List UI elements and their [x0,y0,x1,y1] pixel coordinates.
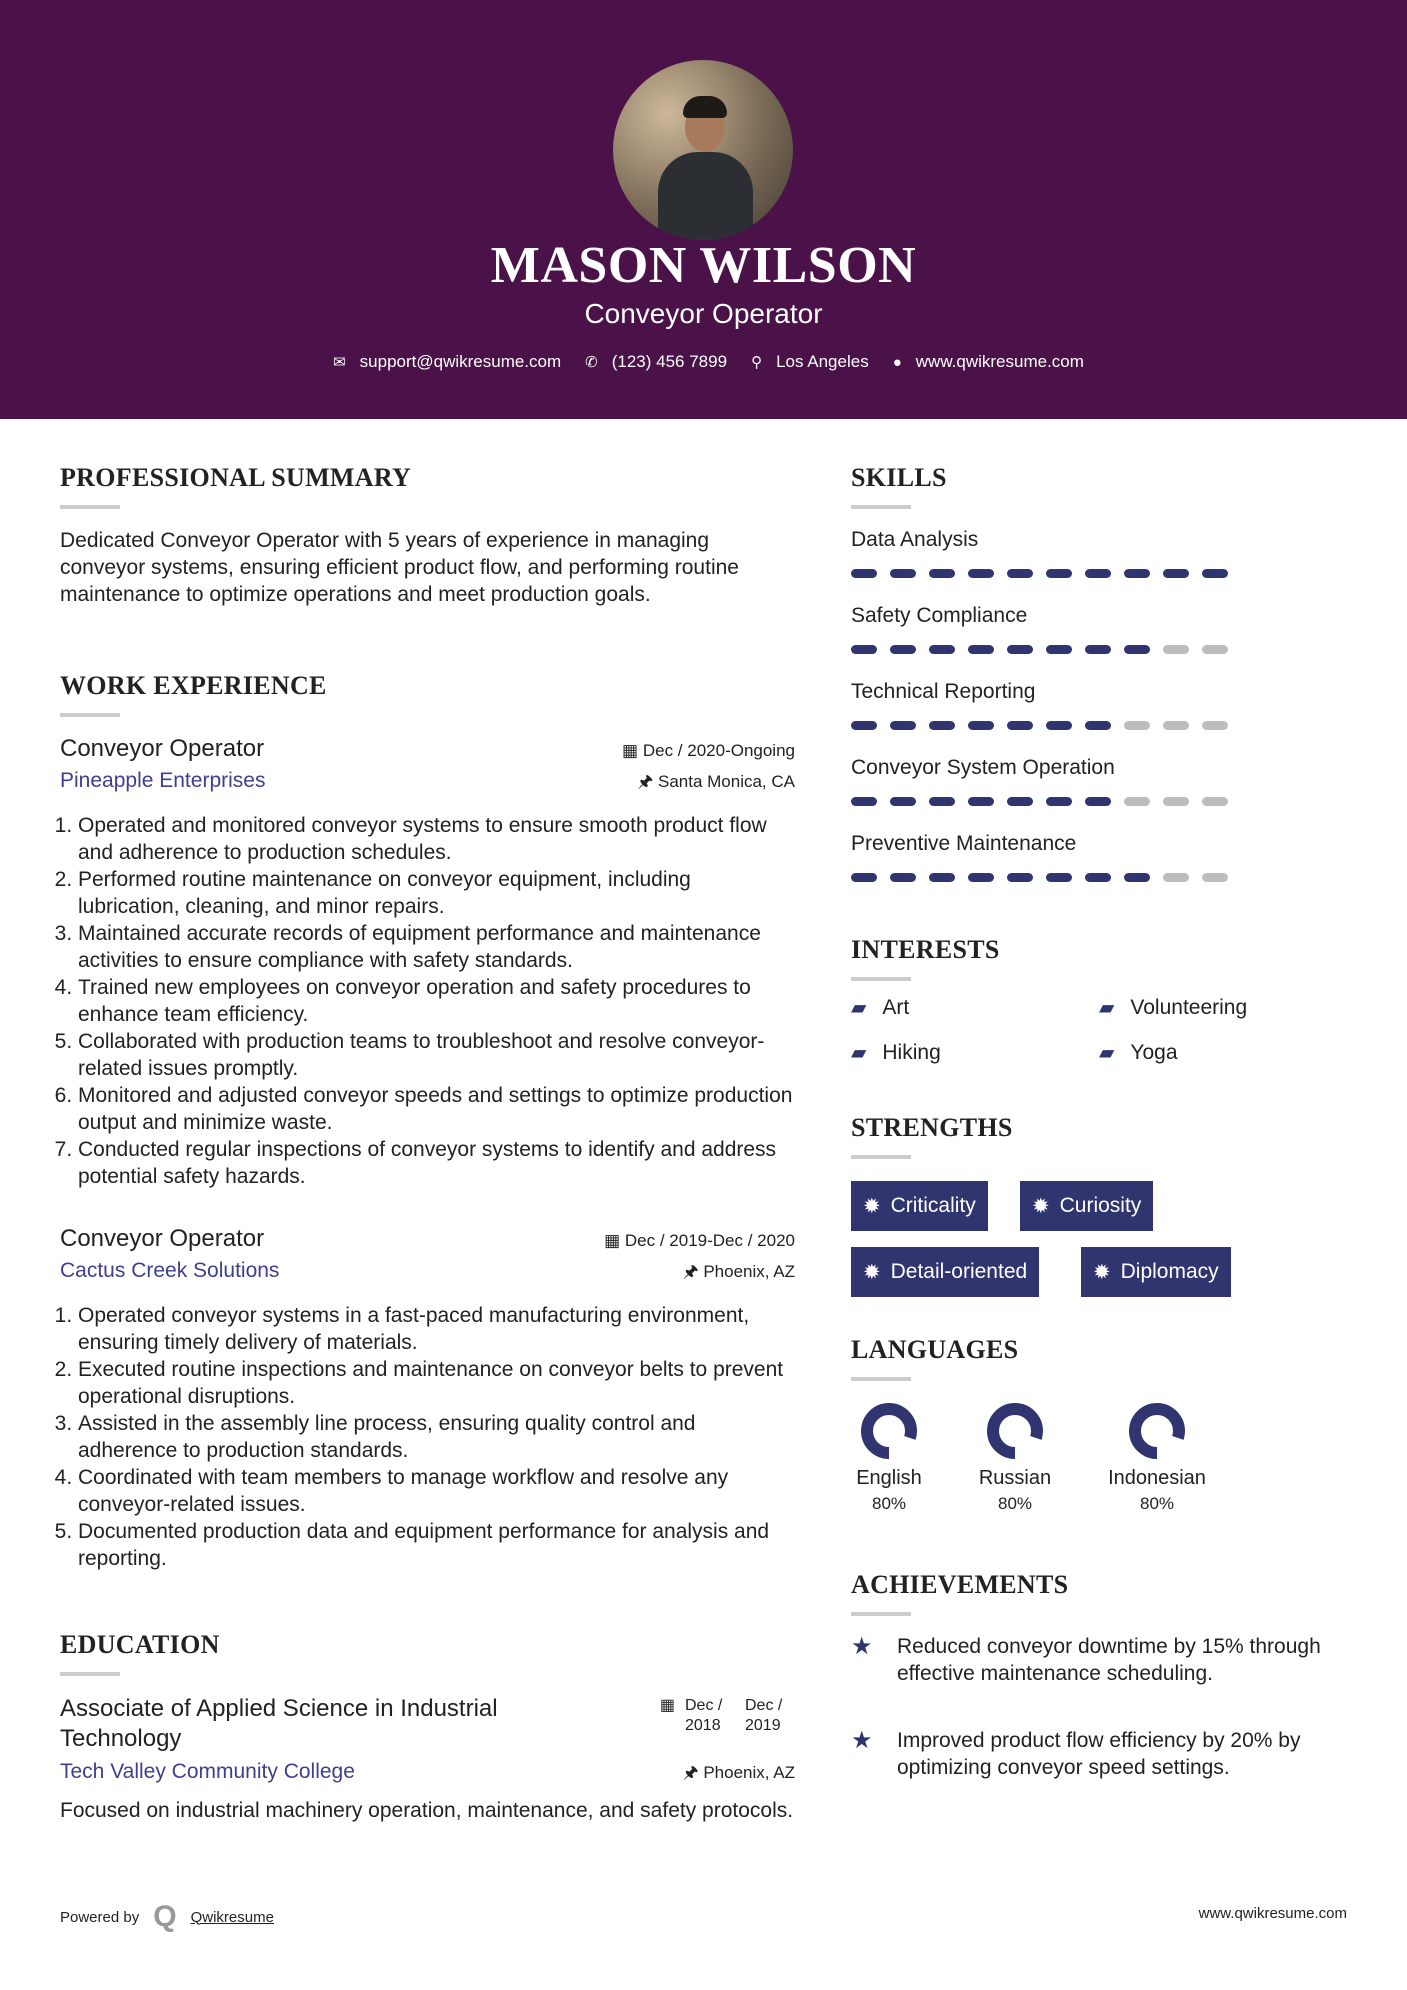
rating-dash [968,569,994,578]
job-bullets [60,1302,795,1572]
interest-item [1099,1040,1178,1065]
heading-underline [60,1672,120,1676]
contact-bar [0,352,1407,372]
language-percent: 80% [997,1494,1033,1513]
rating-dash [1163,797,1189,806]
rating-dash [1007,797,1033,806]
language-ring [858,1400,920,1462]
strength-tag [1081,1247,1231,1297]
section-heading: STRENGTHS [851,1113,1013,1142]
rating-dash [929,797,955,806]
badge-icon: ✹ [863,1260,881,1284]
qwikresume-logo-icon: Q [153,1900,177,1933]
rating-dash [1202,721,1228,730]
heading-underline [851,1155,911,1159]
rating-dash [851,645,877,654]
job-title: Conveyor Operator [60,1225,265,1252]
rating-dash [1163,873,1189,882]
book-icon: ▰ [1099,1042,1115,1064]
bullet-item: 1. Operated and monitored conveyor systems to ensure smooth product flow and adherence to production schedules. [78,812,795,866]
book-icon: ▰ [851,997,867,1019]
skill-rating [851,791,1331,829]
pin-icon: 🖈 [637,772,654,791]
skill-name: Preventive Maintenance [851,832,1077,855]
strength-name: Criticality [890,1194,976,1217]
bullet-item: 7. Conducted regular inspections of conveyor systems to identify and address potential safety hazards. [78,1136,795,1190]
email-icon: ✉ [333,354,346,371]
skill-item [851,601,1331,677]
pin-icon: 🖈 [682,1262,699,1281]
bullet-item: 3. Maintained accurate records of equipment performance and maintenance activities to ensure compliance with safety standards. [78,920,795,974]
languages-section [851,1335,1331,1381]
work-experience-section [60,671,795,717]
skill-name: Safety Compliance [851,604,1028,627]
section-heading: WORK EXPERIENCE [60,671,327,700]
strength-tag [1020,1181,1153,1231]
rating-dash [929,721,955,730]
rating-dash [851,797,877,806]
achievement-item [851,1727,1331,1781]
bullet-item: 2. Executed routine inspections and maintenance on conveyor belts to prevent operational disruptions. [78,1356,795,1410]
rating-dash [851,873,877,882]
rating-dash [890,645,916,654]
rating-dash [929,569,955,578]
rating-dash [968,721,994,730]
rating-dash [1163,721,1189,730]
location: Los Angeles [776,352,869,371]
rating-dash [968,797,994,806]
rating-dash [1163,569,1189,578]
summary-section [60,463,795,608]
skill-name: Data Analysis [851,528,979,551]
job-entry [60,735,795,1190]
star-icon: ★ [851,1633,873,1660]
section-heading: LANGUAGES [851,1335,1019,1364]
education-description: Focused on industrial machinery operation, maintenance, and safety protocols. [60,1799,794,1822]
end-date: Dec / 2019 [745,1697,783,1734]
rating-dash [851,569,877,578]
education-dates [660,1696,795,1736]
section-heading: SKILLS [851,463,947,492]
location-text: Phoenix, AZ [703,1262,795,1281]
badge-icon: ✹ [1093,1260,1111,1284]
company-name: Cactus Creek Solutions [60,1259,280,1282]
location-pin-icon: ⚲ [751,354,763,371]
bullet-item: 4. Trained new employees on conveyor operation and safety procedures to enhance team efficiency. [78,974,795,1028]
rating-dash [1124,873,1150,882]
rating-dash [1163,645,1189,654]
language-percent: 80% [871,1494,907,1513]
start-date: Dec / 2018 [685,1697,723,1734]
job-location [638,769,795,798]
language-ring [1126,1400,1188,1462]
language-item [1087,1400,1227,1514]
rating-dash [890,721,916,730]
strength-name: Curiosity [1059,1194,1142,1217]
rating-dash [890,569,916,578]
skill-rating [851,639,1331,677]
candidate-title: Conveyor Operator [584,298,823,329]
section-heading: EDUCATION [60,1630,220,1659]
rating-dash [890,873,916,882]
rating-dash [1202,873,1228,882]
achievement-text: Improved product flow efficiency by 20% by optimizing conveyor speed settings. [897,1729,1301,1779]
qwikresume-link[interactable]: Qwikresume [190,1908,274,1926]
calendar-icon: ▦ [659,1697,675,1714]
job-bullets [60,812,795,1190]
language-item [819,1400,959,1514]
skill-rating [851,867,1331,905]
profile-photo [613,60,793,240]
heading-underline [851,977,911,981]
language-name: Indonesian [1108,1467,1206,1489]
company-name: Pineapple Enterprises [60,769,266,792]
rating-dash [1046,569,1072,578]
job-location [683,1259,795,1288]
rating-dash [929,873,955,882]
heading-underline [851,1377,911,1381]
skill-item [851,753,1331,829]
footer-website[interactable]: www.qwikresume.com [1198,1905,1347,1922]
date-text: Dec / 2019-Dec / 2020 [624,1231,795,1250]
section-heading: ACHIEVEMENTS [851,1570,1069,1599]
job-entry [60,1225,795,1572]
heading-underline [851,505,911,509]
location-text: Phoenix, AZ [703,1763,795,1782]
email[interactable]: support@qwikresume.com [359,352,562,371]
bullet-item: 3. Assisted in the assembly line process, ensuring quality control and adherence to production standards. [78,1410,795,1464]
language-name: Russian [978,1467,1052,1489]
calendar-icon: ▦ [604,1231,621,1250]
interest-name: Volunteering [1130,995,1248,1019]
education-location: 🖈 Phoenix, AZ [682,1763,795,1782]
rating-dash [1046,797,1072,806]
skill-item [851,677,1331,753]
footer-powered-by [60,1900,274,1934]
rating-dash [1124,569,1150,578]
bullet-item: 1. Operated conveyor systems in a fast-paced manufacturing environment, ensuring timely delivery of materials. [78,1302,795,1356]
website[interactable]: www.qwikresume.com [915,352,1084,371]
rating-dash [1085,721,1111,730]
rating-dash [851,721,877,730]
interest-name: Hiking [882,1040,941,1064]
job-date [604,1231,795,1251]
language-ring [984,1400,1046,1462]
globe-icon: ● [892,353,902,371]
resume-header [0,0,1407,419]
bullet-item: 6. Monitored and adjusted conveyor speeds and settings to optimize production output and minimize waste. [78,1082,795,1136]
achievement-item [851,1633,1331,1687]
strengths-section [851,1113,1331,1159]
candidate-name: MASON WILSON [490,237,917,294]
skill-item [851,525,1331,601]
rating-dash [1202,645,1228,654]
interests-section [851,935,1331,981]
rating-dash [1007,645,1033,654]
calendar-icon: ▦ [622,741,639,760]
rating-dash [890,797,916,806]
bullet-item: 5. Collaborated with production teams to troubleshoot and resolve conveyor-related issues promptly. [78,1028,795,1082]
bullet-item: 2. Performed routine maintenance on conveyor equipment, including lubrication, cleaning, and minor repairs. [78,866,795,920]
strength-tag [851,1181,988,1231]
rating-dash [929,645,955,654]
heading-underline [851,1612,911,1616]
phone: (123) 456 7899 [611,352,728,371]
skill-name: Technical Reporting [851,680,1036,703]
rating-dash [1124,645,1150,654]
bullet-item: 5. Documented production data and equipment performance for analysis and reporting. [78,1518,795,1572]
date-text: Dec / 2020-Ongoing [642,741,795,760]
badge-icon: ✹ [1032,1194,1050,1218]
achievements-section [851,1570,1331,1616]
strength-name: Diplomacy [1120,1260,1219,1283]
skill-rating [851,715,1331,753]
rating-dash [1046,721,1072,730]
skills-section [851,463,1331,905]
job-date [622,741,795,761]
degree: Associate of Applied Science in Industrial Technology [60,1695,498,1752]
skill-rating [851,563,1331,601]
language-name: English [856,1467,922,1489]
heading-underline [60,713,120,717]
rating-dash [1007,873,1033,882]
interest-name: Yoga [1130,1040,1178,1064]
rating-dash [1085,797,1111,806]
rating-dash [1046,873,1072,882]
rating-dash [1124,721,1150,730]
interest-item [851,1040,941,1065]
rating-dash [1007,721,1033,730]
skill-item [851,829,1331,905]
rating-dash [1007,569,1033,578]
rating-dash [1085,569,1111,578]
interest-item [1099,995,1247,1020]
rating-dash [1085,645,1111,654]
star-icon: ★ [851,1727,873,1754]
rating-dash [1085,873,1111,882]
skill-name: Conveyor System Operation [851,756,1115,779]
summary-text: Dedicated Conveyor Operator with 5 years of experience in managing conveyor systems, ensuring efficient product flow, and performing routine maintenance to optimize operations and meet production goals. [60,529,739,606]
school-name: Tech Valley Community College [60,1760,355,1783]
education-section [60,1630,795,1824]
badge-icon: ✹ [863,1194,881,1218]
job-title: Conveyor Operator [60,735,265,762]
phone-icon: ✆ [585,354,598,371]
language-percent: 80% [1139,1494,1175,1513]
interest-name: Art [882,995,910,1019]
rating-dash [1202,797,1228,806]
rating-dash [968,645,994,654]
book-icon: ▰ [851,1042,867,1064]
interest-item [851,995,909,1020]
powered-by-label: Powered by [60,1908,140,1926]
section-heading: INTERESTS [851,935,1000,964]
bullet-item: 4. Coordinated with team members to manage workflow and resolve any conveyor-related issues. [78,1464,795,1518]
strength-tag [851,1247,1039,1297]
heading-underline [60,505,120,509]
location-text: Santa Monica, CA [657,772,795,791]
rating-dash [1046,645,1072,654]
language-item [945,1400,1085,1514]
book-icon: ▰ [1099,997,1115,1019]
rating-dash [968,873,994,882]
section-heading: PROFESSIONAL SUMMARY [60,463,412,492]
strength-name: Detail-oriented [890,1260,1028,1283]
rating-dash [1124,797,1150,806]
rating-dash [1202,569,1228,578]
achievement-text: Reduced conveyor downtime by 15% through effective maintenance scheduling. [897,1635,1321,1685]
